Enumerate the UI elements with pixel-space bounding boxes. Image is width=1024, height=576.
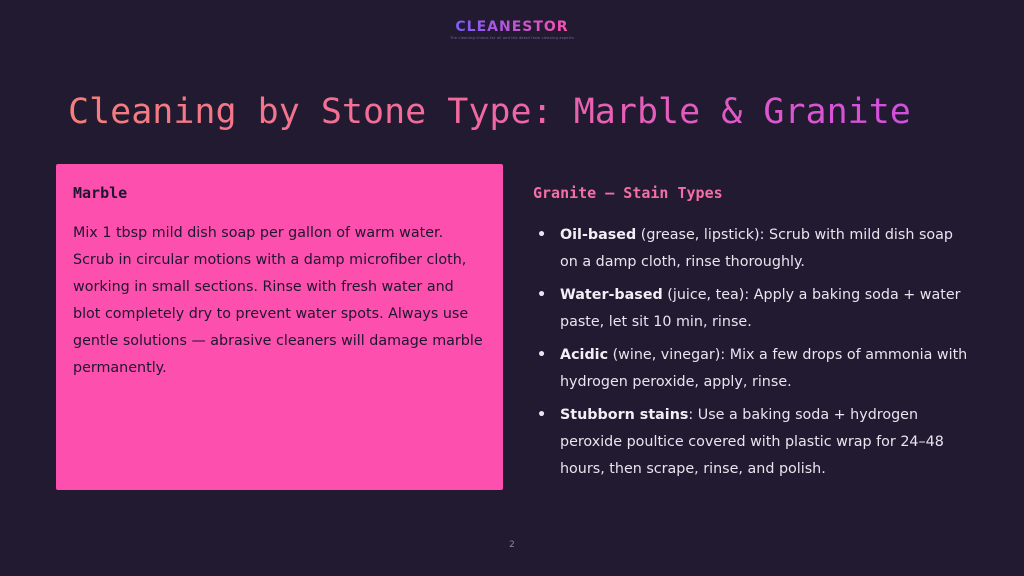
- stain-term: Water-based: [560, 287, 663, 303]
- stain-term: Stubborn stains: [560, 407, 689, 423]
- page-number: 2: [509, 540, 515, 550]
- marble-card: [56, 164, 503, 490]
- stain-term: Oil-based: [560, 227, 637, 243]
- granite-heading: Granite — Stain Types: [533, 184, 723, 202]
- stain-text: (grease, lipstick): Scrub with mild dish soap on a damp cloth, rinse thoroughly.: [560, 227, 953, 270]
- stain-text: : Use a baking soda + hydrogen peroxide poultice covered with plastic wrap for 24–48 hours, then scrape, rinse, and polish.: [560, 407, 944, 477]
- list-item: [533, 402, 973, 483]
- stain-type-list: [533, 222, 973, 483]
- logo-wordmark: CLEANESTOR: [455, 19, 569, 35]
- list-item: [533, 222, 973, 276]
- bullet-icon: •: [537, 347, 547, 363]
- list-item: [533, 342, 973, 396]
- logo: [0, 16, 1024, 40]
- bullet-icon: •: [537, 227, 547, 243]
- bullet-icon: •: [537, 287, 547, 303]
- slide-title: Cleaning by Stone Type: Marble & Granite: [68, 92, 911, 132]
- marble-heading: Marble: [73, 184, 128, 202]
- bullet-icon: •: [537, 407, 547, 423]
- list-item: [533, 282, 973, 336]
- marble-body: Mix 1 tbsp mild dish soap per gallon of warm water. Scrub in circular motions with a damp microfiber cloth, working in small sections. Rinse with fresh water and blot completely dry to prevent water spots. Always use gentle solutions — abrasive cleaners will damage marble permanently.: [73, 225, 483, 376]
- stain-text: (wine, vinegar): Mix a few drops of ammonia with hydrogen peroxide, apply, rinse.: [560, 347, 968, 390]
- stain-text: (juice, tea): Apply a baking soda + water paste, let sit 10 min, rinse.: [560, 287, 961, 330]
- logo-tagline: The cleaning choice for all and the detail from cleaning experts: [450, 36, 574, 40]
- granite-section: [533, 184, 973, 489]
- stain-term: Acidic: [560, 347, 609, 363]
